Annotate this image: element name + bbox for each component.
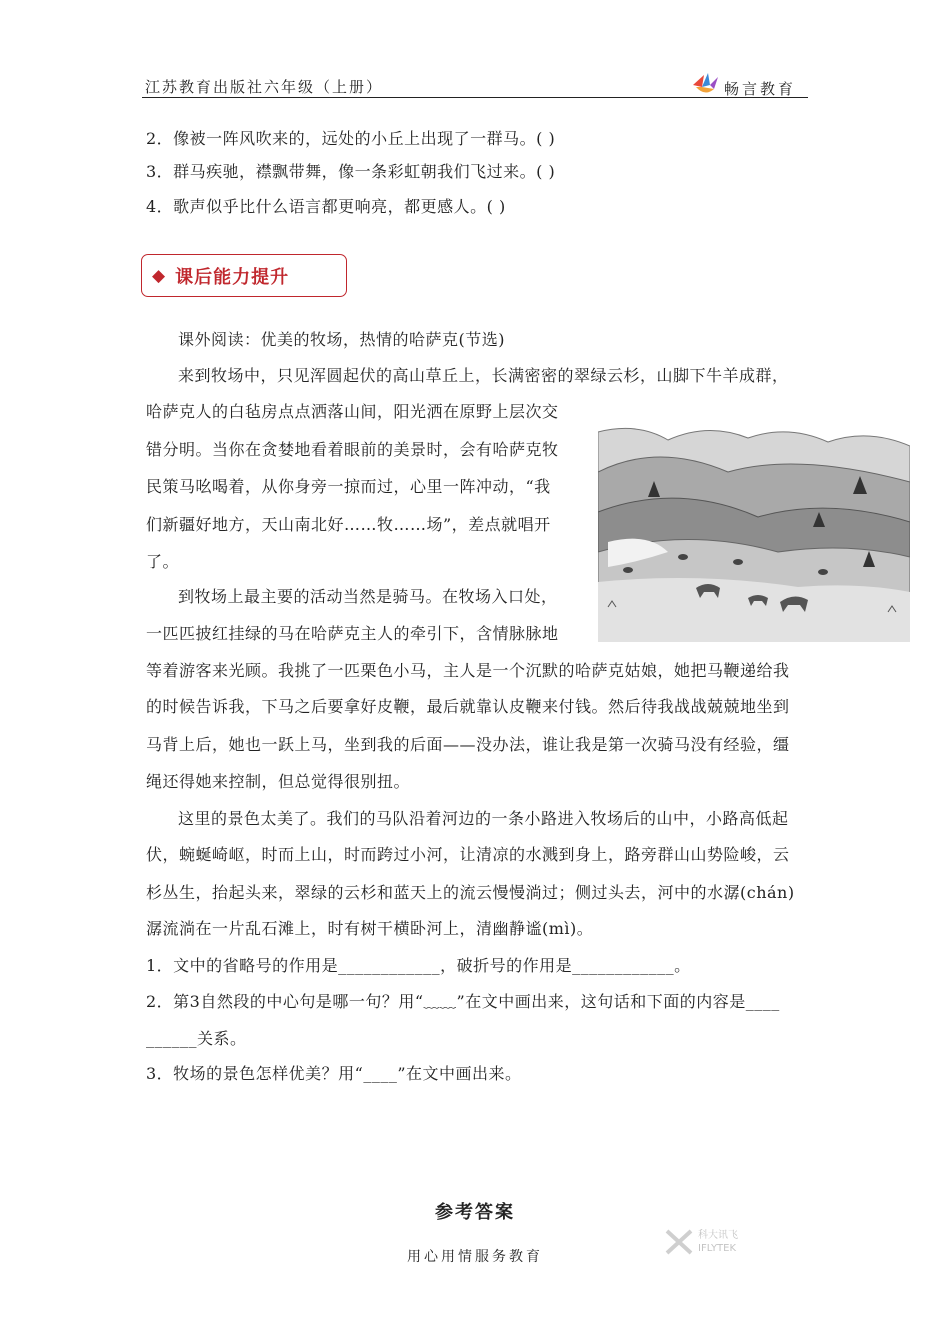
section-title: 课后能力提升 — [175, 266, 290, 288]
reading-line: 了。 — [146, 552, 180, 571]
exercise-1: 1．文中的省略号的作用是____________，破折号的作用是____________。 — [146, 956, 691, 975]
reading-line: 们新疆好地方，天山南北好……牧……场”，差点就唱开 — [146, 515, 551, 534]
publisher-label: 江苏教育出版社六年级（上册） — [145, 78, 384, 96]
header-divider — [142, 97, 808, 98]
section-heading — [141, 254, 347, 297]
brand-name: 畅言教育 — [724, 80, 797, 98]
exercise-2: 2．第3自然段的中心句是哪一句？用“﹏﹏”在文中画出来，这句话和下面的内容是____ — [146, 992, 780, 1011]
question-4: 4．歌声似乎比什么语言都更响亮，都更感人。( ) — [146, 197, 506, 216]
reading-line: 一匹匹披红挂绿的马在哈萨克主人的牵引下，含情脉脉地 — [146, 624, 559, 643]
watermark-cn: 科大讯飞 — [698, 1230, 738, 1241]
reading-line: 绳还得她来控制，但总觉得很别扭。 — [146, 772, 411, 791]
reading-line: 到牧场上最主要的活动当然是骑马。在牧场入口处， — [178, 587, 558, 606]
reading-line: 马背上后，她也一跃上马，坐到我的后面——没办法，谁让我是第一次骑马没有经验，缰 — [146, 735, 790, 754]
reading-line: 来到牧场中，只见浑圆起伏的高山草丘上，长满密密的翠绿云杉，山脚下牛羊成群， — [178, 366, 789, 385]
exercise-2-cont: ______关系。 — [146, 1029, 247, 1048]
bird-logo-icon — [690, 71, 720, 97]
reading-line: 这里的景色太美了。我们的马队沿着河边的一条小路进入牧场后的山中，小路高低起 — [178, 809, 789, 828]
reading-line: 的时候告诉我，下马之后要拿好皮鞭，最后就靠认皮鞭来付钱。然后待我战战兢兢地坐到 — [146, 697, 790, 716]
diamond-icon: ◆ — [152, 265, 166, 286]
reading-line: 潺流淌在一片乱石滩上，时有树干横卧河上，清幽静谧(mì)。 — [146, 919, 594, 938]
footer-slogan: 用心用情服务教育 — [407, 1249, 543, 1265]
exercise-3: 3．牧场的景色怎样优美？用“____”在文中画出来。 — [146, 1064, 522, 1083]
reading-line: 伏，蜿蜒崎岖，时而上山，时而跨过小河，让清凉的水溅到身上，路旁群山山势险峻，云 — [146, 845, 790, 864]
pasture-illustration — [598, 402, 910, 642]
reading-line: 民策马吆喝着，从你身旁一掠而过，心里一阵冲动，“我 — [146, 477, 551, 496]
watermark-en: IFLYTEK — [698, 1243, 737, 1254]
question-3: 3．群马疾驰，襟飘带舞，像一条彩虹朝我们飞过来。( ) — [146, 162, 556, 181]
reading-line: 错分明。当你在贪婪地看着眼前的美景时，会有哈萨克牧 — [146, 440, 559, 459]
reading-title: 课外阅读：优美的牧场，热情的哈萨克(节选) — [178, 330, 505, 349]
question-2: 2．像被一阵风吹来的，远处的小丘上出现了一群马。( ) — [146, 129, 556, 148]
reading-line: 等着游客来光顾。我挑了一匹栗色小马，主人是一个沉默的哈萨克姑娘，她把马鞭递给我 — [146, 661, 790, 680]
brand — [690, 68, 796, 99]
reading-line: 杉丛生，抬起头来，翠绿的云杉和蓝天上的流云慢慢淌过；侧过头去，河中的水潺(chán) — [146, 883, 795, 902]
reading-line: 哈萨克人的白毡房点点洒落山间，阳光洒在原野上层次交 — [146, 402, 559, 421]
answer-heading: 参考答案 — [435, 1202, 515, 1223]
